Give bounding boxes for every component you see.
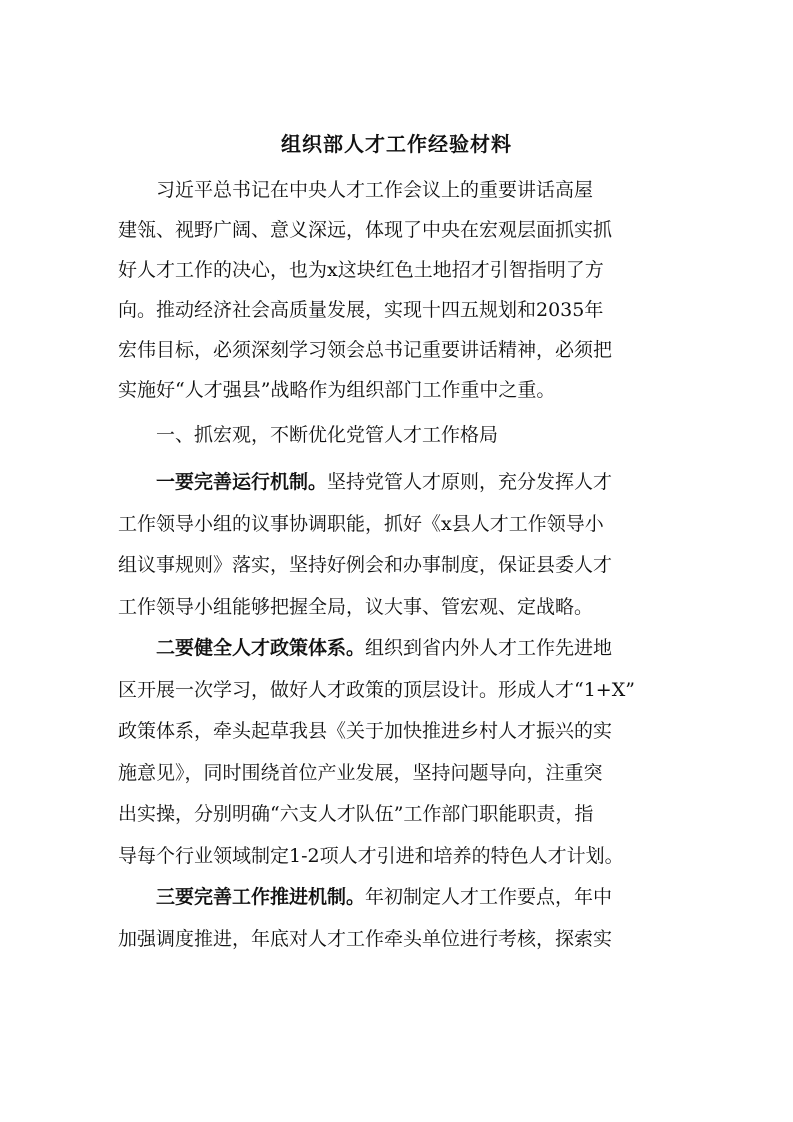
intro-line-3: 好人才工作的决心，也为x这块红色土地招才引智指明了方 — [118, 259, 604, 281]
paragraph-1-first-line — [118, 470, 678, 494]
paragraph-2-text: 组织到省内外人才工作先进地 — [365, 637, 613, 659]
intro-line-4: 向。推动经济社会高质量发展，实现十四五规划和2035年 — [118, 299, 604, 321]
intro-line-1: 习近平总书记在中央人才工作会议上的重要讲话高屋 — [118, 179, 594, 201]
paragraph-2-lead: 二要健全人才政策体系。 — [156, 637, 366, 659]
intro-line-5: 宏伟目标，必须深刻学习领会总书记重要讲话精神，必须把 — [118, 339, 613, 361]
paragraph-2-line: 出实操，分别明确“六支人才队伍”工作部门职能职责，指 — [118, 803, 594, 825]
paragraph-2-line: 施意见》，同时围绕首位产业发展，坚持问题导向，注重突 — [118, 762, 603, 784]
paragraph-2-line: 区开展一次学习，做好人才政策的顶层设计。形成人才“1+X” — [118, 679, 635, 701]
intro-line-6: 实施好“人才强县”战略作为组织部门工作重中之重。 — [118, 379, 556, 401]
document-title: 组织部人才工作经验材料 — [281, 132, 512, 156]
paragraph-3-text: 年初制定人才工作要点，年中 — [365, 886, 613, 908]
paragraph-1-line: 组议事规则》落实，坚持好例会和办事制度，保证县委人才 — [118, 554, 613, 576]
paragraph-2-line: 导每个行业领域制定1-2项人才引进和培养的特色人才计划。 — [118, 845, 624, 867]
section-heading-1: 一、抓宏观，不断优化党管人才工作格局 — [118, 424, 499, 446]
intro-line-2: 建瓴、视野广阔、意义深远，体现了中央在宏观层面抓实抓 — [118, 219, 613, 241]
paragraph-1-lead: 一要完善运行机制。 — [156, 471, 328, 493]
paragraph-2-first-line — [118, 636, 678, 660]
paragraph-1-line: 工作领导小组能够把握全局，议大事、管宏观、定战略。 — [118, 596, 594, 618]
paragraph-3-line: 加强调度推进，年底对人才工作牵头单位进行考核，探索实 — [118, 928, 613, 950]
paragraph-2-line: 政策体系，牵头起草我县《关于加快推进乡村人才振兴的实 — [118, 720, 613, 742]
paragraph-1-line: 工作领导小组的议事协调职能，抓好《x县人才工作领导小 — [118, 513, 604, 535]
paragraph-3-first-line — [118, 885, 678, 909]
paragraph-1-text: 坚持党管人才原则，充分发挥人才 — [327, 471, 613, 493]
paragraph-3-lead: 三要完善工作推进机制。 — [156, 886, 366, 908]
